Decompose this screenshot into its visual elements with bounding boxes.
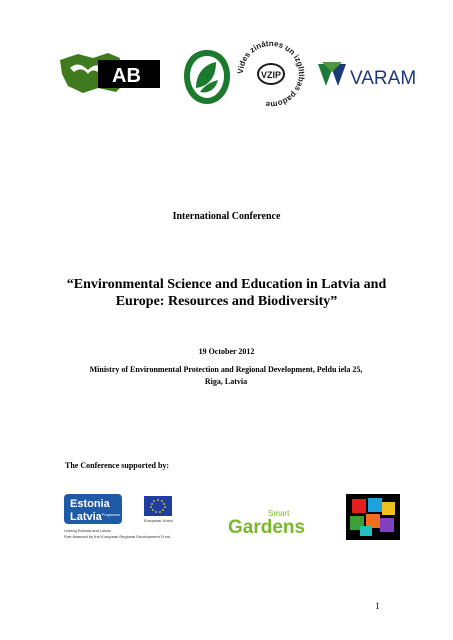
conference-label: International Conference [172,211,281,222]
lab-logo-text: AB [112,65,141,87]
smart-text: Smart [268,509,290,518]
conference-venue [56,364,396,388]
lab-logo [58,50,160,95]
estonia-text: Estonia [70,498,110,510]
venue-line-2: Riga, Latvia [204,377,248,386]
latvia-text: Latvia [70,511,102,523]
supported-by-label: The Conference supported by: [65,461,170,470]
leaf-logo [182,48,232,106]
varam-logo [316,58,416,94]
title-line-2: Europe: Resources and Biodiversity” [115,294,338,309]
title-line-1: “Environmental Science and Education in Latvia and [66,277,387,292]
venue-line-1: Ministry of Environmental Protection and Regional Development, Peldu iela 25, [89,365,363,374]
vzip-logo [235,38,307,110]
estonia-latvia-logo [64,494,192,540]
conference-date: 19 October 2012 [198,347,255,356]
financed-caption: Part-financed by the European Regional Development Fund [64,534,171,539]
vzip-center-text: VZIP [260,70,282,80]
puzzle-logo [346,494,400,540]
eu-text: European Union [144,518,173,523]
vzip-ring-text: Vides zinātnes un izglītības padome [235,38,307,110]
smart-gardens-logo [228,508,312,536]
page-number: 1 [375,601,380,611]
programme-text: Programme [102,513,121,517]
varam-logo-text: VARAM [350,68,416,89]
conference-title [0,276,453,310]
gardens-text: Gardens [228,517,306,536]
eu-flag-icon [144,496,172,516]
linking-caption: Linking Estonia and Latvia [64,528,111,533]
